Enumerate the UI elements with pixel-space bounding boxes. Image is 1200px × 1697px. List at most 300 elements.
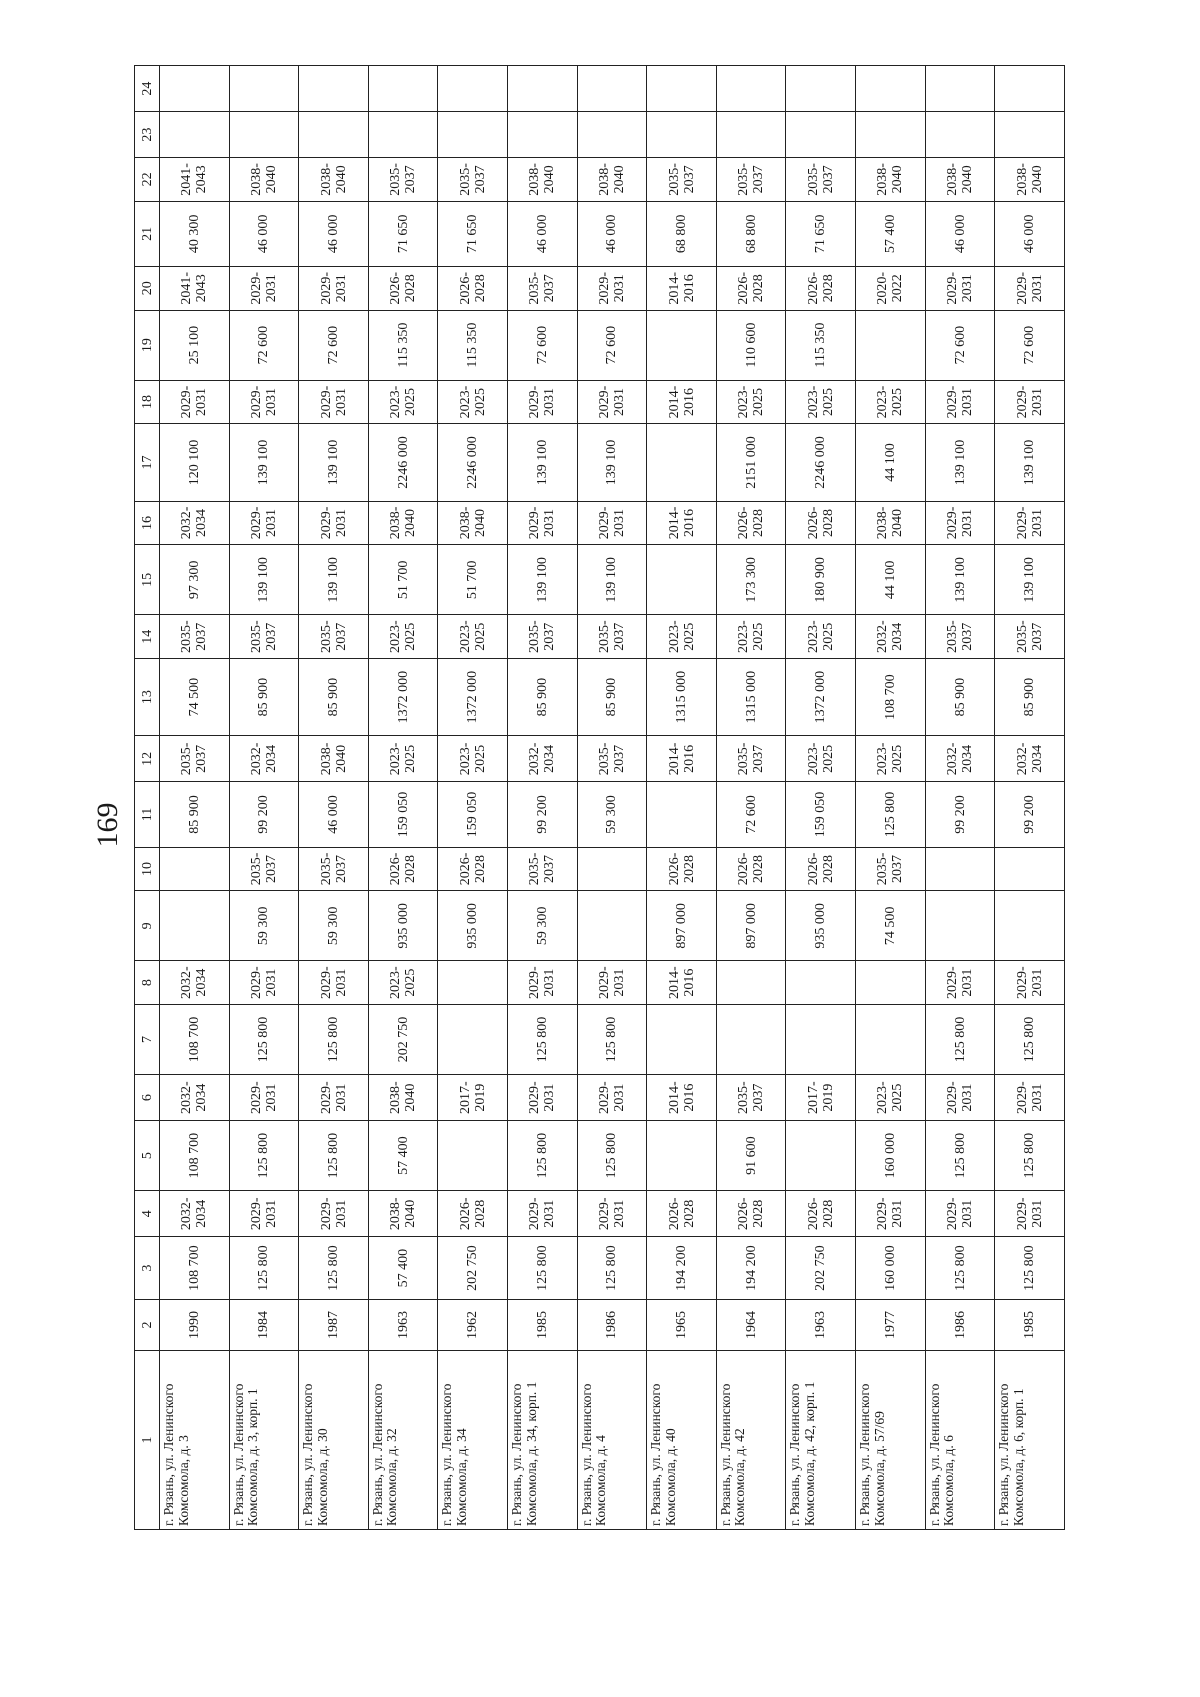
cost-cell: 72 600: [508, 310, 578, 380]
year-cell: 1965: [647, 1300, 717, 1351]
period-cell: 2029-2031: [925, 961, 995, 1005]
period-cell: 2014-2016: [647, 1075, 717, 1121]
cost-cell: 125 800: [856, 782, 926, 847]
cost-cell: [647, 1004, 717, 1074]
cost-cell: 2151 000: [716, 424, 786, 501]
cost-cell: 139 100: [299, 424, 369, 501]
cost-cell: 125 800: [577, 1121, 647, 1191]
table-row: [160, 66, 230, 1530]
cost-cell: 125 800: [577, 1004, 647, 1074]
column-number: 22: [135, 158, 160, 202]
cost-cell: 72 600: [299, 310, 369, 380]
cost-cell: 1315 000: [647, 658, 717, 735]
address-cell: г. Рязань, ул. Ленинского Комсомола, д. 32: [368, 1350, 438, 1529]
cost-cell: 57 400: [856, 201, 926, 266]
period-cell: [438, 66, 508, 112]
cost-cell: 202 750: [786, 1237, 856, 1300]
address-cell: г. Рязань, ул. Ленинского Комсомола, д. 3, корп. 1: [229, 1350, 299, 1529]
period-cell: 2029-2031: [229, 1191, 299, 1237]
address-cell: г. Рязань, ул. Ленинского Комсомола, д. 6: [925, 1350, 995, 1529]
cost-cell: [368, 112, 438, 158]
cost-cell: 115 350: [438, 310, 508, 380]
cost-cell: 180 900: [786, 545, 856, 615]
period-cell: 2017-2019: [438, 1075, 508, 1121]
period-cell: 2029-2031: [299, 380, 369, 424]
period-cell: 2029-2031: [229, 380, 299, 424]
period-cell: 2026-2028: [438, 847, 508, 891]
column-number: 8: [135, 961, 160, 1005]
column-number: 19: [135, 310, 160, 380]
cost-cell: 44 100: [856, 545, 926, 615]
period-cell: 2035-2037: [508, 847, 578, 891]
cost-cell: [856, 112, 926, 158]
column-number: 1: [135, 1350, 160, 1529]
period-cell: 2023-2025: [856, 736, 926, 782]
period-cell: 2032-2034: [160, 1191, 230, 1237]
cost-cell: 46 000: [577, 201, 647, 266]
cost-cell: [786, 1004, 856, 1074]
period-cell: 2035-2037: [508, 615, 578, 659]
table-row: [786, 66, 856, 1530]
period-cell: 2029-2031: [577, 501, 647, 545]
period-cell: 2014-2016: [647, 736, 717, 782]
cost-cell: 935 000: [438, 891, 508, 961]
period-cell: [160, 847, 230, 891]
period-cell: 2035-2037: [229, 615, 299, 659]
period-cell: 2035-2037: [577, 615, 647, 659]
cost-cell: [577, 891, 647, 961]
cost-cell: 194 200: [647, 1237, 717, 1300]
cost-cell: 202 750: [368, 1004, 438, 1074]
period-cell: 2026-2028: [786, 267, 856, 311]
cost-cell: 160 000: [856, 1121, 926, 1191]
period-cell: 2029-2031: [925, 1075, 995, 1121]
column-number: 7: [135, 1004, 160, 1074]
cost-cell: 51 700: [438, 545, 508, 615]
period-cell: 2029-2031: [577, 961, 647, 1005]
period-cell: 2038-2040: [856, 501, 926, 545]
period-cell: 2029-2031: [925, 501, 995, 545]
period-cell: 2023-2025: [856, 380, 926, 424]
cost-cell: 108 700: [160, 1237, 230, 1300]
period-cell: 2026-2028: [368, 847, 438, 891]
table-row: [995, 66, 1065, 1530]
column-number-row: [135, 66, 160, 1530]
period-cell: 2038-2040: [299, 736, 369, 782]
cost-cell: [856, 1004, 926, 1074]
period-cell: 2029-2031: [577, 1191, 647, 1237]
period-cell: 2029-2031: [299, 1075, 369, 1121]
column-number: 24: [135, 66, 160, 112]
period-cell: 2023-2025: [368, 736, 438, 782]
period-cell: 2035-2037: [716, 158, 786, 202]
period-cell: [577, 66, 647, 112]
cost-cell: 159 050: [368, 782, 438, 847]
period-cell: [925, 66, 995, 112]
cost-cell: 59 300: [299, 891, 369, 961]
column-number: 3: [135, 1237, 160, 1300]
cost-cell: 85 900: [299, 658, 369, 735]
period-cell: 2035-2037: [229, 847, 299, 891]
column-number: 17: [135, 424, 160, 501]
cost-cell: 125 800: [995, 1121, 1065, 1191]
cost-cell: 1315 000: [716, 658, 786, 735]
cost-cell: 46 000: [508, 201, 578, 266]
period-cell: 2035-2037: [160, 615, 230, 659]
cost-cell: 110 600: [716, 310, 786, 380]
cost-cell: 2246 000: [786, 424, 856, 501]
cost-cell: 25 100: [160, 310, 230, 380]
cost-cell: [438, 1121, 508, 1191]
cost-cell: 97 300: [160, 545, 230, 615]
cost-cell: 115 350: [368, 310, 438, 380]
period-cell: 2026-2028: [716, 847, 786, 891]
cost-cell: 99 200: [925, 782, 995, 847]
period-cell: 2029-2031: [925, 380, 995, 424]
cost-cell: 935 000: [368, 891, 438, 961]
cost-cell: 202 750: [438, 1237, 508, 1300]
period-cell: 2038-2040: [577, 158, 647, 202]
column-number: 9: [135, 891, 160, 961]
cost-cell: 897 000: [647, 891, 717, 961]
period-cell: 2023-2025: [368, 380, 438, 424]
cost-cell: [508, 112, 578, 158]
period-cell: 2029-2031: [299, 1191, 369, 1237]
period-cell: [856, 961, 926, 1005]
cost-cell: 125 800: [508, 1237, 578, 1300]
column-number: 12: [135, 736, 160, 782]
period-cell: 2026-2028: [786, 1191, 856, 1237]
period-cell: 2038-2040: [438, 501, 508, 545]
cost-cell: 139 100: [229, 424, 299, 501]
cost-cell: [160, 112, 230, 158]
period-cell: 2035-2037: [438, 158, 508, 202]
period-cell: [508, 66, 578, 112]
period-cell: 2023-2025: [438, 615, 508, 659]
period-cell: 2023-2025: [368, 961, 438, 1005]
cost-cell: 159 050: [786, 782, 856, 847]
cost-cell: 59 300: [229, 891, 299, 961]
period-cell: [229, 66, 299, 112]
cost-cell: 159 050: [438, 782, 508, 847]
period-cell: 2038-2040: [995, 158, 1065, 202]
period-cell: 2032-2034: [160, 501, 230, 545]
table-row: [925, 66, 995, 1530]
year-cell: 1987: [299, 1300, 369, 1351]
period-cell: 2029-2031: [995, 961, 1065, 1005]
period-cell: [438, 961, 508, 1005]
cost-cell: 125 800: [925, 1237, 995, 1300]
column-number: 14: [135, 615, 160, 659]
table-row: [438, 66, 508, 1530]
period-cell: 2035-2037: [299, 615, 369, 659]
address-cell: г. Рязань, ул. Ленинского Комсомола, д. 34: [438, 1350, 508, 1529]
period-cell: [995, 66, 1065, 112]
column-number: 18: [135, 380, 160, 424]
cost-cell: 85 900: [160, 782, 230, 847]
column-number: 11: [135, 782, 160, 847]
cost-cell: 1372 000: [786, 658, 856, 735]
cost-cell: 46 000: [925, 201, 995, 266]
cost-cell: 46 000: [299, 201, 369, 266]
period-cell: 2035-2037: [160, 736, 230, 782]
year-cell: 1984: [229, 1300, 299, 1351]
cost-cell: [647, 782, 717, 847]
period-cell: 2038-2040: [368, 1191, 438, 1237]
cost-cell: 51 700: [368, 545, 438, 615]
period-cell: 2023-2025: [368, 615, 438, 659]
period-cell: [299, 66, 369, 112]
period-cell: 2035-2037: [647, 158, 717, 202]
period-cell: 2029-2031: [577, 380, 647, 424]
period-cell: [716, 66, 786, 112]
period-cell: 2023-2025: [716, 615, 786, 659]
cost-cell: 46 000: [995, 201, 1065, 266]
period-cell: 2029-2031: [995, 501, 1065, 545]
cost-cell: 99 200: [508, 782, 578, 847]
period-cell: 2026-2028: [786, 501, 856, 545]
cost-cell: 68 800: [716, 201, 786, 266]
cost-cell: 125 800: [229, 1004, 299, 1074]
address-cell: г. Рязань, ул. Ленинского Комсомола, д. 40: [647, 1350, 717, 1529]
period-cell: 2029-2031: [508, 380, 578, 424]
cost-cell: 85 900: [925, 658, 995, 735]
table-row: [368, 66, 438, 1530]
period-cell: 2026-2028: [716, 1191, 786, 1237]
period-cell: [716, 961, 786, 1005]
cost-cell: [160, 891, 230, 961]
cost-cell: 72 600: [995, 310, 1065, 380]
cost-cell: 935 000: [786, 891, 856, 961]
period-cell: 2020-2022: [856, 267, 926, 311]
table-row: [229, 66, 299, 1530]
period-cell: 2032-2034: [160, 961, 230, 1005]
period-cell: 2014-2016: [647, 501, 717, 545]
period-cell: 2029-2031: [229, 961, 299, 1005]
address-cell: г. Рязань, ул. Ленинского Комсомола, д. 42, корп. 1: [786, 1350, 856, 1529]
period-cell: 2014-2016: [647, 380, 717, 424]
column-number: 10: [135, 847, 160, 891]
cost-cell: [438, 112, 508, 158]
period-cell: 2035-2037: [577, 736, 647, 782]
period-cell: 2023-2025: [716, 380, 786, 424]
period-cell: 2035-2037: [995, 615, 1065, 659]
period-cell: 2038-2040: [925, 158, 995, 202]
period-cell: 2029-2031: [299, 267, 369, 311]
period-cell: 2029-2031: [577, 267, 647, 311]
cost-cell: [995, 112, 1065, 158]
year-cell: 1986: [925, 1300, 995, 1351]
cost-cell: [577, 112, 647, 158]
cost-cell: 139 100: [508, 424, 578, 501]
cost-cell: 72 600: [925, 310, 995, 380]
period-cell: 2029-2031: [508, 1075, 578, 1121]
cost-cell: [856, 310, 926, 380]
period-cell: 2029-2031: [299, 501, 369, 545]
period-cell: 2029-2031: [299, 961, 369, 1005]
column-number: 4: [135, 1191, 160, 1237]
column-number: 5: [135, 1121, 160, 1191]
cost-cell: 194 200: [716, 1237, 786, 1300]
period-cell: 2035-2037: [368, 158, 438, 202]
period-cell: 2032-2034: [508, 736, 578, 782]
cost-cell: 46 000: [299, 782, 369, 847]
cost-cell: 139 100: [995, 545, 1065, 615]
cost-cell: 125 800: [995, 1004, 1065, 1074]
cost-cell: 2246 000: [368, 424, 438, 501]
cost-cell: 99 200: [229, 782, 299, 847]
year-cell: 1963: [368, 1300, 438, 1351]
period-cell: [368, 66, 438, 112]
period-cell: 2023-2025: [856, 1075, 926, 1121]
cost-cell: 125 800: [577, 1237, 647, 1300]
cost-cell: 71 650: [368, 201, 438, 266]
cost-cell: 44 100: [856, 424, 926, 501]
cost-cell: [229, 112, 299, 158]
cost-cell: 139 100: [925, 545, 995, 615]
cost-cell: 139 100: [577, 424, 647, 501]
cost-cell: 91 600: [716, 1121, 786, 1191]
table-row: [508, 66, 578, 1530]
period-cell: 2029-2031: [995, 1075, 1065, 1121]
cost-cell: 85 900: [577, 658, 647, 735]
cost-cell: 68 800: [647, 201, 717, 266]
year-cell: 1977: [856, 1300, 926, 1351]
cost-cell: 108 700: [856, 658, 926, 735]
cost-cell: 139 100: [925, 424, 995, 501]
address-cell: г. Рязань, ул. Ленинского Комсомола, д. 4: [577, 1350, 647, 1529]
period-cell: 2035-2037: [299, 847, 369, 891]
period-cell: 2038-2040: [856, 158, 926, 202]
period-cell: 2017-2019: [786, 1075, 856, 1121]
period-cell: [160, 66, 230, 112]
cost-cell: [438, 1004, 508, 1074]
cost-cell: [786, 1121, 856, 1191]
cost-cell: 85 900: [995, 658, 1065, 735]
period-cell: 2032-2034: [995, 736, 1065, 782]
period-cell: [786, 66, 856, 112]
address-cell: г. Рязань, ул. Ленинского Комсомола, д. 30: [299, 1350, 369, 1529]
cost-cell: [647, 112, 717, 158]
cost-cell: 2246 000: [438, 424, 508, 501]
cost-cell: [716, 112, 786, 158]
period-cell: 2038-2040: [368, 1075, 438, 1121]
cost-cell: [299, 112, 369, 158]
year-cell: 1986: [577, 1300, 647, 1351]
period-cell: 2041-2043: [160, 267, 230, 311]
address-cell: г. Рязань, ул. Ленинского Комсомола, д. 57/69: [856, 1350, 926, 1529]
period-cell: 2029-2031: [508, 1191, 578, 1237]
column-number: 15: [135, 545, 160, 615]
cost-cell: 57 400: [368, 1121, 438, 1191]
cost-cell: 125 800: [229, 1121, 299, 1191]
year-cell: 1963: [786, 1300, 856, 1351]
period-cell: 2035-2037: [786, 158, 856, 202]
cost-cell: 59 300: [508, 891, 578, 961]
year-cell: 1985: [995, 1300, 1065, 1351]
period-cell: 2026-2028: [786, 847, 856, 891]
period-cell: 2029-2031: [995, 267, 1065, 311]
period-cell: 2032-2034: [925, 736, 995, 782]
period-cell: 2032-2034: [856, 615, 926, 659]
cost-cell: 139 100: [508, 545, 578, 615]
column-number: 13: [135, 658, 160, 735]
period-cell: 2026-2028: [716, 501, 786, 545]
year-cell: 1964: [716, 1300, 786, 1351]
cost-cell: [995, 891, 1065, 961]
column-number: 16: [135, 501, 160, 545]
cost-cell: [647, 310, 717, 380]
period-cell: 2032-2034: [160, 1075, 230, 1121]
period-cell: 2026-2028: [647, 847, 717, 891]
cost-cell: 139 100: [299, 545, 369, 615]
cost-cell: 125 800: [508, 1121, 578, 1191]
period-cell: 2038-2040: [229, 158, 299, 202]
table-row: [577, 66, 647, 1530]
cost-cell: 173 300: [716, 545, 786, 615]
cost-cell: 59 300: [577, 782, 647, 847]
period-cell: 2023-2025: [786, 380, 856, 424]
cost-cell: 125 800: [229, 1237, 299, 1300]
period-cell: 2029-2031: [508, 501, 578, 545]
column-number: 6: [135, 1075, 160, 1121]
cost-cell: 139 100: [229, 545, 299, 615]
cost-cell: 71 650: [438, 201, 508, 266]
period-cell: 2029-2031: [229, 267, 299, 311]
table-row: [856, 66, 926, 1530]
cost-cell: 1372 000: [368, 658, 438, 735]
column-number: 20: [135, 267, 160, 311]
address-cell: г. Рязань, ул. Ленинского Комсомола, д. 6, корп. 1: [995, 1350, 1065, 1529]
period-cell: 2035-2037: [716, 736, 786, 782]
period-cell: 2029-2031: [229, 501, 299, 545]
period-cell: 2032-2034: [229, 736, 299, 782]
cost-cell: 85 900: [229, 658, 299, 735]
cost-cell: 99 200: [995, 782, 1065, 847]
period-cell: 2038-2040: [299, 158, 369, 202]
period-cell: 2035-2037: [508, 267, 578, 311]
period-cell: 2041-2043: [160, 158, 230, 202]
table-row: [716, 66, 786, 1530]
period-cell: 2029-2031: [577, 1075, 647, 1121]
cost-cell: 72 600: [716, 782, 786, 847]
cost-cell: 74 500: [856, 891, 926, 961]
address-cell: г. Рязань, ул. Ленинского Комсомола, д. 34, корп. 1: [508, 1350, 578, 1529]
cost-cell: 160 000: [856, 1237, 926, 1300]
cost-cell: 72 600: [577, 310, 647, 380]
cost-cell: [647, 1121, 717, 1191]
cost-cell: 125 800: [299, 1121, 369, 1191]
repair-schedule-table: [134, 65, 1065, 1530]
period-cell: 2023-2025: [647, 615, 717, 659]
period-cell: [577, 847, 647, 891]
cost-cell: 125 800: [299, 1004, 369, 1074]
period-cell: 2035-2037: [925, 615, 995, 659]
period-cell: 2029-2031: [925, 1191, 995, 1237]
address-cell: г. Рязань, ул. Ленинского Комсомола, д. 3: [160, 1350, 230, 1529]
period-cell: [786, 961, 856, 1005]
cost-cell: 85 900: [508, 658, 578, 735]
cost-cell: [925, 112, 995, 158]
cost-cell: [925, 891, 995, 961]
period-cell: 2026-2028: [647, 1191, 717, 1237]
cost-cell: 125 800: [995, 1237, 1065, 1300]
period-cell: 2035-2037: [716, 1075, 786, 1121]
cost-cell: 71 650: [786, 201, 856, 266]
cost-cell: 57 400: [368, 1237, 438, 1300]
period-cell: 2023-2025: [786, 615, 856, 659]
period-cell: [995, 847, 1065, 891]
